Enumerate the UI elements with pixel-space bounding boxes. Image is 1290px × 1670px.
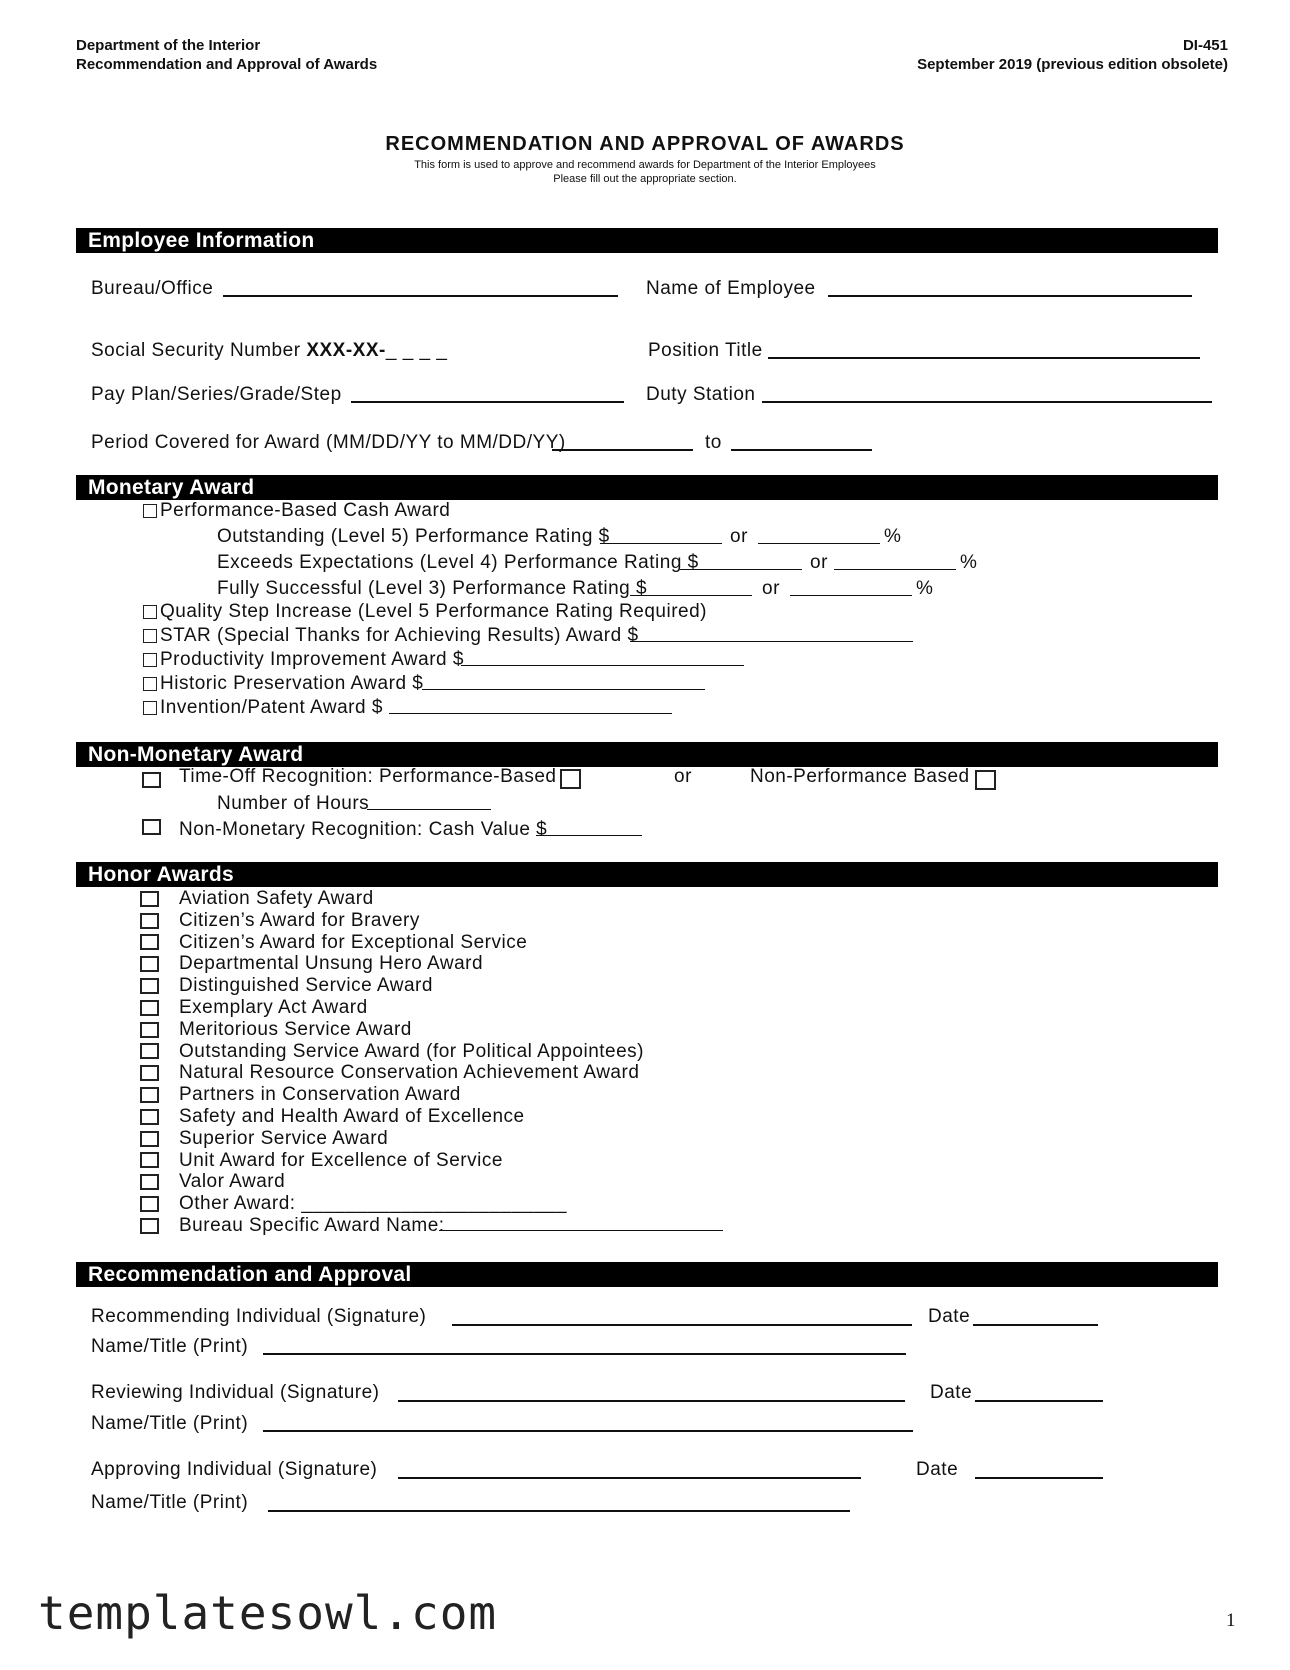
level4-amount-field[interactable] [680,569,802,570]
bureau-field[interactable] [223,295,618,297]
duty-station-field[interactable] [762,401,1212,403]
bureau-award-name-field[interactable] [439,1230,723,1231]
honor-checkbox[interactable] [140,1000,159,1016]
honor-checkbox[interactable] [140,1065,159,1081]
productivity-amount-field[interactable] [461,665,744,666]
honor-checkbox[interactable] [140,891,159,907]
header-right [917,36,1228,74]
period-to-label: to [705,432,722,453]
honor-checkbox[interactable] [140,978,159,994]
approving-date-label: Date [916,1459,959,1480]
honor-checkbox[interactable] [140,913,159,929]
period-to-field[interactable] [731,449,872,451]
honor-checkbox[interactable] [140,1022,159,1038]
ssn-label: Social Security Number XXX-XX-_ _ _ _ [91,340,448,361]
recommending-signature-field[interactable] [452,1324,912,1326]
recommending-name-field[interactable] [263,1353,906,1355]
star-checkbox[interactable] [143,629,157,643]
edition: September 2019 (previous edition obsolete) [917,56,1228,73]
list-item: Valor Award [140,1171,644,1193]
reviewing-label: Reviewing Individual (Signature) [91,1382,380,1403]
approving-name-label: Name/Title (Print) [91,1492,249,1513]
position-field[interactable] [768,357,1200,359]
star-amount-field[interactable] [630,641,913,642]
recommending-label: Recommending Individual (Signature) [91,1306,427,1327]
reviewing-signature-field[interactable] [398,1400,905,1402]
productivity-label: Productivity Improvement Award $ [160,649,464,670]
list-item: Aviation Safety Award [140,888,644,910]
section-employee-heading: Employee Information [76,228,1218,253]
invention-label: Invention/Patent Award $ [160,697,383,718]
historic-amount-field[interactable] [422,689,705,690]
honor-checkbox[interactable] [140,1131,159,1147]
bureau-label: Bureau/Office [91,278,214,299]
historic-checkbox[interactable] [143,677,157,691]
level4-pct: % [960,552,978,573]
level4-label: Exceeds Expectations (Level 4) Performance Rating $ [217,552,699,573]
recommending-date-field[interactable] [973,1324,1098,1326]
level5-amount-field[interactable] [600,543,722,544]
approving-date-field[interactable] [975,1477,1103,1479]
perf-cash-label: Performance-Based Cash Award [160,500,451,521]
qsi-checkbox[interactable] [143,605,157,619]
list-item: Unit Award for Excellence of Service [140,1150,644,1172]
page-number: 1 [1226,1610,1236,1631]
list-item: Other Award: ________________________ [140,1193,644,1215]
employee-name-field[interactable] [828,295,1192,297]
pay-plan-field[interactable] [351,401,624,403]
duty-station-label: Duty Station [646,384,756,405]
list-item: Citizen’s Award for Bravery [140,910,644,932]
honor-checkbox[interactable] [140,1087,159,1103]
recommending-date-label: Date [928,1306,971,1327]
level3-percent-field[interactable] [790,595,912,596]
position-label: Position Title [648,340,763,361]
section-honor-heading: Honor Awards [76,862,1218,887]
honor-checkbox[interactable] [140,956,159,972]
list-item: Partners in Conservation Award [140,1084,644,1106]
hours-field[interactable] [367,809,491,810]
section-monetary-heading: Monetary Award [76,475,1218,500]
list-item: Natural Resource Conservation Achievement Award [140,1062,644,1084]
header-left [76,36,377,74]
qsi-label: Quality Step Increase (Level 5 Performance Rating Required) [160,601,707,622]
honor-checkbox[interactable] [140,1196,159,1212]
productivity-checkbox[interactable] [143,653,157,667]
level5-percent-field[interactable] [758,543,880,544]
reviewing-name-label: Name/Title (Print) [91,1413,249,1434]
timeoff-or: or [674,766,692,787]
hours-label: Number of Hours [217,793,370,814]
watermark: templatesowl.com [38,1586,498,1640]
nonperf-label: Non-Performance Based [750,766,970,787]
subtitle-1: This form is used to approve and recommend awards for Department of the Interior Employees [414,159,876,171]
approving-signature-field[interactable] [398,1477,861,1479]
list-item: Exemplary Act Award [140,997,644,1019]
reviewing-date-field[interactable] [975,1400,1103,1402]
section-nonmonetary-heading: Non-Monetary Award [76,742,1218,767]
honor-award-list [140,888,644,1237]
level3-label: Fully Successful (Level 3) Performance Rating $ [217,578,648,599]
approving-name-field[interactable] [268,1510,850,1512]
recognition-value-field[interactable] [536,835,642,836]
recognition-checkbox[interactable] [142,819,161,835]
perf-cash-checkbox[interactable] [143,504,157,518]
list-item: Departmental Unsung Hero Award [140,953,644,975]
honor-checkbox[interactable] [140,1174,159,1190]
list-item: Superior Service Award [140,1128,644,1150]
level4-or: or [810,552,828,573]
approving-label: Approving Individual (Signature) [91,1459,378,1480]
honor-checkbox[interactable] [140,1109,159,1125]
employee-name-label: Name of Employee [646,278,816,299]
period-label: Period Covered for Award (MM/DD/YY to MM/DD/YY) [91,432,566,453]
performance-based-checkbox[interactable] [560,769,581,789]
ssn-field[interactable]: _ _ _ _ [385,340,448,361]
pay-plan-label: Pay Plan/Series/Grade/Step [91,384,342,405]
level3-pct: % [916,578,934,599]
honor-checkbox[interactable] [140,1043,159,1059]
honor-checkbox[interactable] [140,934,159,950]
level5-or: or [730,526,748,547]
list-item: Meritorious Service Award [140,1019,644,1041]
period-from-field[interactable] [552,449,693,451]
page-title: RECOMMENDATION AND APPROVAL OF AWARDS [385,133,905,155]
recognition-label: Non-Monetary Recognition: Cash Value $ [179,819,548,840]
dept-name: Department of the Interior [76,37,261,54]
ssn-value: XXX-XX- [306,340,386,361]
form-name: Recommendation and Approval of Awards [76,56,378,73]
level4-percent-field[interactable] [834,569,956,570]
reviewing-name-field[interactable] [263,1430,913,1432]
invention-checkbox[interactable] [143,701,157,715]
non-performance-based-checkbox[interactable] [975,770,996,790]
level3-or: or [762,578,780,599]
honor-checkbox[interactable] [140,1218,159,1234]
invention-amount-field[interactable] [389,713,672,714]
level3-amount-field[interactable] [630,595,752,596]
timeoff-checkbox[interactable] [142,772,161,788]
level5-label: Outstanding (Level 5) Performance Rating $ [217,526,610,547]
star-label: STAR (Special Thanks for Achieving Results) Award $ [160,625,639,646]
list-item: Bureau Specific Award Name: [140,1215,644,1237]
list-item: Distinguished Service Award [140,975,644,997]
historic-label: Historic Preservation Award $ [160,673,424,694]
section-approval-heading: Recommendation and Approval [76,1262,1218,1287]
timeoff-label: Time-Off Recognition: Performance-Based [179,766,557,787]
list-item: Safety and Health Award of Excellence [140,1106,644,1128]
list-item: Outstanding Service Award (for Political Appointees) [140,1041,644,1063]
form-id: DI-451 [1182,37,1228,54]
list-item: Citizen’s Award for Exceptional Service [140,932,644,954]
honor-checkbox[interactable] [140,1152,159,1168]
subtitle-2: Please fill out the appropriate section. [553,173,737,185]
reviewing-date-label: Date [930,1382,973,1403]
level5-pct: % [884,526,902,547]
recommending-name-label: Name/Title (Print) [91,1336,249,1357]
